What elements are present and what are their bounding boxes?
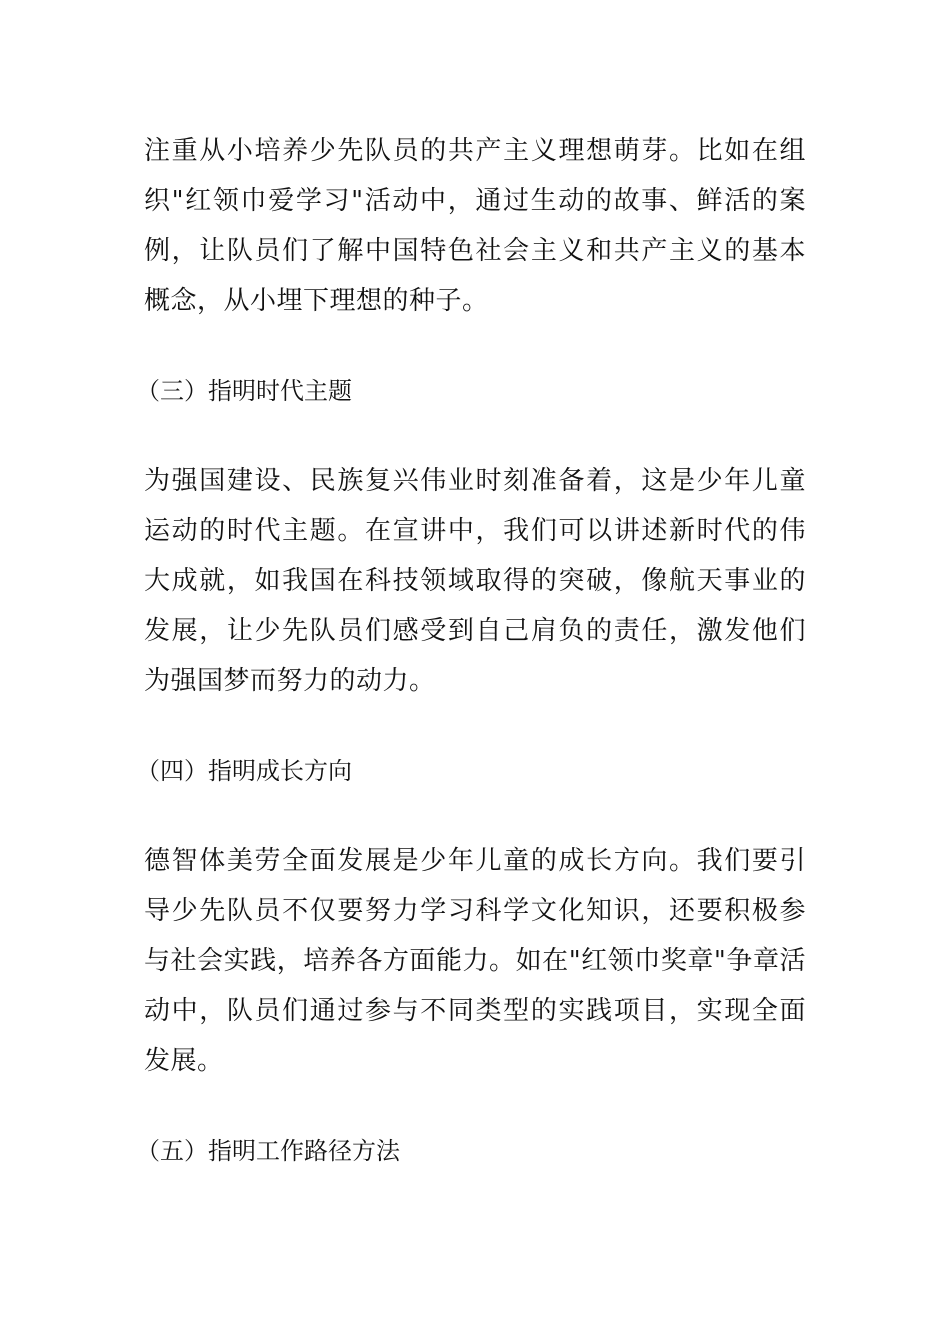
paragraph-era-theme: 为强国建设、民族复兴伟业时刻准备着，这是少年儿童运动的时代主题。在宣讲中，我们可以讲述新时代的伟大成就，如我国在科技领域取得的突破，像航天事业的发展，让少先队员们感受到自己肩负的责任，激发他们为强国梦而努力的动力。 (144, 466, 806, 696)
paragraph-ideal-cultivation: 注重从小培养少先队员的共产主义理想萌芽。比如在组织"红领巾爱学习"活动中，通过生动的故事、鲜活的案例，让队员们了解中国特色社会主义和共产主义的基本概念，从小埋下理想的种子。 (144, 136, 806, 316)
section-heading-work-methods: （五）指明工作路径方法 (136, 1137, 400, 1165)
paragraph-growth-direction: 德智体美劳全面发展是少年儿童的成长方向。我们要引导少先队员不仅要努力学习科学文化知识，还要积极参与社会实践，培养各方面能力。如在"红领巾奖章"争章活动中，队员们通过参与不同类型的实践项目，实现全面发展。 (144, 846, 806, 1076)
section-heading-growth-direction: （四）指明成长方向 (136, 757, 352, 785)
section-heading-era-theme: （三）指明时代主题 (136, 377, 352, 405)
document-body (136, 126, 806, 1176)
